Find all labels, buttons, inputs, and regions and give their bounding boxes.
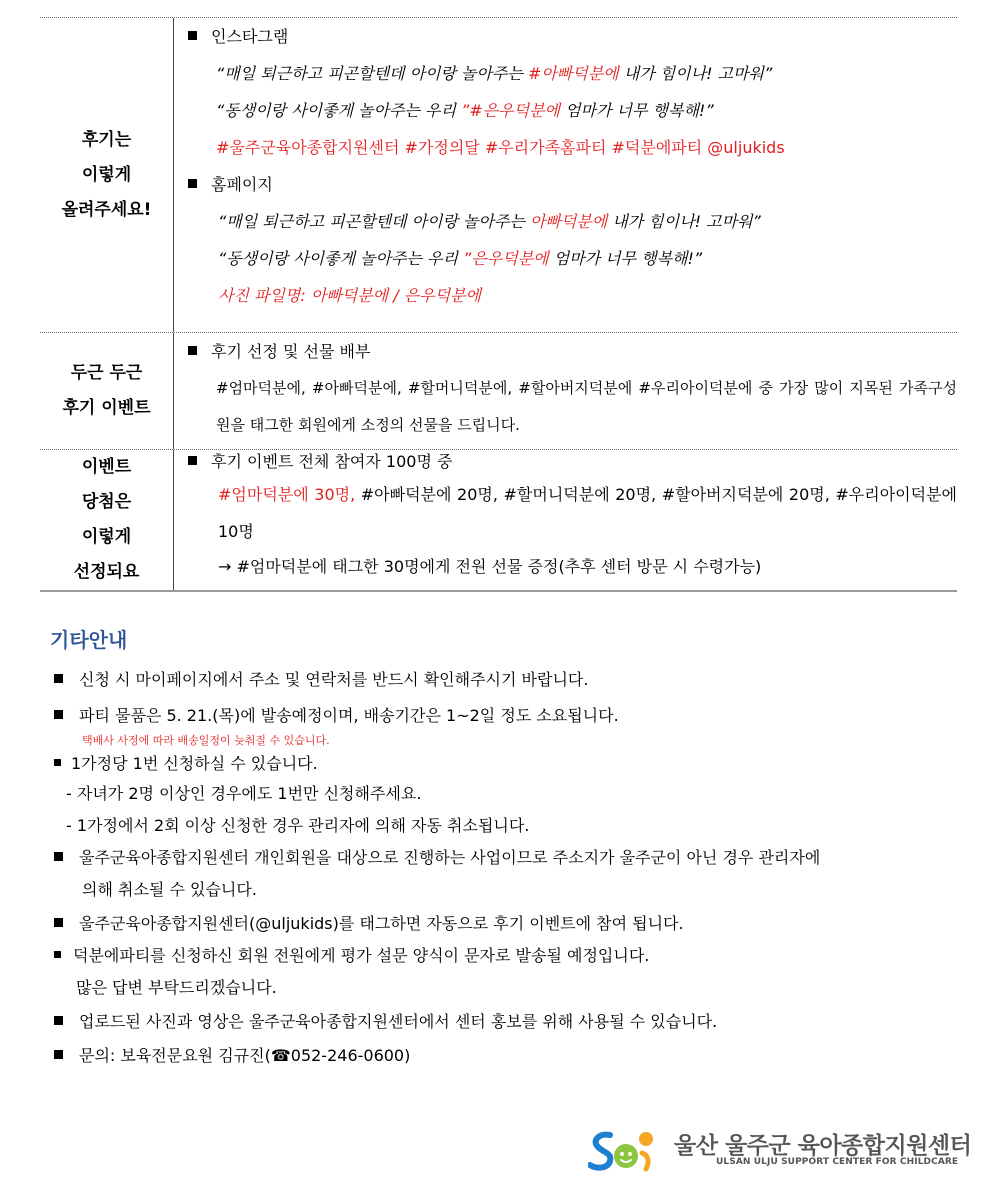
square-bullet-icon	[54, 852, 63, 861]
square-bullet-icon	[54, 674, 63, 683]
homepage-heading-text: 홈페이지	[211, 175, 273, 194]
winner-heading	[188, 448, 957, 476]
quote-text: 내가 힘이나! 고마워”	[607, 212, 761, 231]
label-line: 두근 두근	[70, 363, 143, 383]
review-event-content	[174, 333, 957, 449]
etc-item	[54, 1040, 954, 1072]
etc-item	[54, 750, 954, 778]
quote-text: “동생이랑 사이좋게 놀아주는 우리	[216, 101, 462, 120]
info-table	[40, 17, 957, 592]
square-bullet-icon	[54, 759, 61, 766]
winner-body-highlight: #엄마덕분에 30명,	[218, 485, 356, 504]
label-line: 선정되요	[73, 562, 140, 582]
square-bullet-icon	[188, 456, 197, 465]
review-event-label	[40, 333, 174, 449]
etc-item	[54, 700, 954, 732]
square-bullet-icon	[54, 918, 63, 927]
instagram-quote-2	[188, 92, 957, 129]
etc-item-text: 울주군육아종합지원센터 개인회원을 대상으로 진행하는 사업이므로 주소지가 울주군이 아닌 경우 관리자에	[79, 848, 821, 867]
etc-item-text: 울주군육아종합지원센터(@uljukids)를 태그하면 자동으로 후기 이벤트에 참여 됩니다.	[79, 914, 684, 933]
etc-item-text: 파티 물품은 5. 21.(목)에 발송예정이며, 배송기간은 1~2일 정도 소요됩니다.	[79, 706, 619, 725]
etc-item	[54, 940, 954, 972]
label-line: 당첨은	[81, 492, 132, 512]
label-line: 후기 이벤트	[62, 398, 151, 418]
square-bullet-icon	[54, 1016, 63, 1025]
square-bullet-icon	[188, 179, 197, 188]
homepage-quote-2	[188, 240, 957, 277]
quote-tag: ”은우덕분에	[463, 249, 549, 268]
review-event-row	[40, 332, 957, 449]
review-upload-label	[40, 18, 174, 332]
quote-tag: #아빠덕분에	[527, 64, 619, 83]
review-event-body: #엄마덕분에, #아빠덕분에, #할머니덕분에, #할아버지덕분에 #우리아이덕분에 중 가장 많이 지목된 가족구성원을 태그한 회원에게 소정의 선물을 드립니다.	[216, 379, 957, 434]
winner-result: → #엄마덕분에 태그한 30명에게 전원 선물 증정(추후 센터 방문 시 수령가능)	[218, 557, 762, 576]
square-bullet-icon	[54, 710, 63, 719]
winner-body-text: #아빠덕분에 20명, #할머니덕분에 20명, #할아버지덕분에 20명, #우리아이덕분에 10명	[218, 485, 957, 541]
instagram-heading	[188, 18, 957, 55]
contact-phone: 052-246-0600)	[290, 1046, 411, 1065]
quote-text: “매일 퇴근하고 피곤할텐데 아이랑 놀아주는	[216, 64, 528, 83]
review-upload-content	[174, 18, 957, 332]
etc-item-continued: 많은 답변 부탁드리겠습니다.	[76, 978, 277, 997]
winner-heading-text: 후기 이벤트 전체 참여자 100명 중	[211, 452, 453, 471]
etc-item-text: 신청 시 마이페이지에서 주소 및 연락처를 반드시 확인해주시기 바랍니다.	[79, 670, 589, 689]
etc-item-continued: 의해 취소될 수 있습니다.	[82, 880, 257, 899]
instagram-quote-1	[188, 55, 957, 92]
label-line: 후기는	[81, 129, 132, 150]
winner-selection-label	[40, 450, 174, 590]
label-line: 이렇게	[81, 164, 132, 185]
label-line: 올려주세요!	[61, 199, 152, 220]
etc-title: 기타안내	[50, 628, 128, 652]
square-bullet-icon	[54, 1050, 63, 1059]
center-logo-english: ULSAN ULJU SUPPORT CENTER FOR CHILDCARE	[716, 1157, 959, 1167]
etc-item	[54, 908, 954, 940]
center-logo-icon	[588, 1129, 658, 1173]
label-line: 이렇게	[81, 527, 132, 547]
label-line: 이벤트	[81, 457, 132, 477]
etc-item-text: 문의: 보육전문요원 김규진(	[79, 1046, 271, 1065]
homepage-heading	[188, 166, 957, 203]
etc-sub-item: - 자녀가 2명 이상인 경우에도 1번만 신청해주세요.	[66, 784, 422, 803]
quote-text: 엄마가 너무 행복해!”	[560, 101, 714, 120]
square-bullet-icon	[54, 951, 61, 958]
winner-body	[188, 476, 957, 550]
homepage-filename: 사진 파일명: 아빠덕분에 / 은우덕분에	[218, 286, 481, 305]
quote-text: 내가 힘이나! 고마워”	[618, 64, 773, 83]
square-bullet-icon	[188, 31, 197, 40]
etc-item	[54, 842, 954, 874]
homepage-quote-1	[188, 203, 957, 240]
review-upload-row	[40, 18, 957, 332]
winner-selection-content	[174, 450, 957, 590]
etc-item-text: 1가정당 1번 신청하실 수 있습니다.	[71, 754, 318, 773]
center-logo-korean: 울산 울주군 육아종합지원센터	[674, 1133, 972, 1159]
etc-item	[54, 1006, 954, 1038]
quote-text: “매일 퇴근하고 피곤할텐데 아이랑 놀아주는	[218, 212, 530, 231]
etc-sub-item: - 1가정에서 2회 이상 신청한 경우 관리자에 의해 자동 취소됩니다.	[66, 816, 530, 835]
quote-text: “동생이랑 사이좋게 놀아주는 우리	[218, 249, 464, 268]
etc-list	[54, 664, 954, 1072]
square-bullet-icon	[188, 346, 197, 355]
etc-item-text: 업로드된 사진과 영상은 울주군육아종합지원센터에서 센터 홍보를 위해 사용될 수 있습니다.	[79, 1012, 718, 1031]
winner-selection-row	[40, 449, 957, 590]
center-logo	[588, 1127, 972, 1173]
quote-text: 엄마가 너무 행복해!”	[548, 249, 703, 268]
review-event-heading-text: 후기 선정 및 선물 배부	[211, 342, 371, 361]
quote-tag: 아빠덕분에	[529, 212, 608, 231]
instagram-hashtags: #울주군육아종합지원센터 #가정의달 #우리가족홈파티 #덕분에파티 @uljukids	[216, 138, 785, 157]
etc-item2-note: 택배사 사정에 따라 배송일정이 늦춰질 수 있습니다.	[82, 734, 330, 747]
etc-item-text: 덕분에파티를 신청하신 회원 전원에게 평가 설문 양식이 문자로 발송될 예정입니다.	[73, 946, 650, 965]
phone-icon: ☎	[270, 1046, 291, 1065]
review-event-heading	[188, 333, 957, 370]
instagram-heading-text: 인스타그램	[211, 27, 289, 46]
etc-item	[54, 664, 954, 696]
quote-tag: ”#은우덕분에	[461, 101, 561, 120]
